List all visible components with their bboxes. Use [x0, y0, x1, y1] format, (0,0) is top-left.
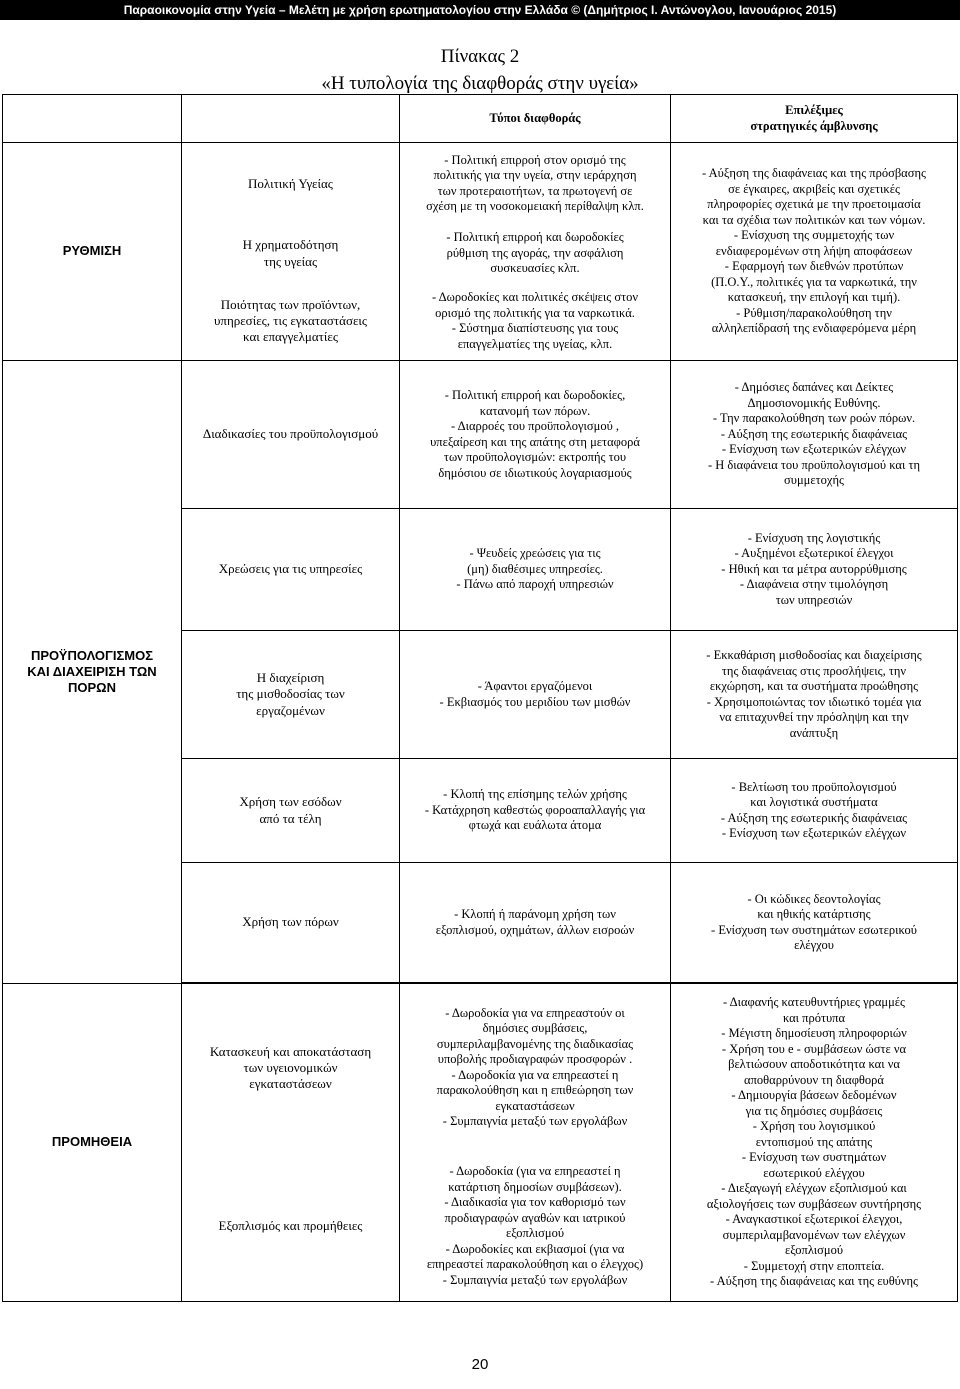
strategies-fee-revenue: - Βελτίωση του προϋπολογισμού και λογιστικά συστήματα - Αύξηση της εσωτερικής διαφάνειας - Ενίσχυση των εξωτερικών ελέγχων: [671, 759, 958, 863]
strategies-payroll: - Εκκαθάριση μισθοδοσίας και διαχείρισης της διαφάνειας στις προσλήψεις, την εκχώρηση, και τα συστήματα προώθησης - Χρησιμοποιώντας τον ιδιωτικό τομέα για να επιταχυνθεί την πρόσληψη και την ανάπτυξη: [671, 631, 958, 759]
strategies-service-charges: - Ενίσχυση της λογιστικής - Αυξημένοι εξωτερικοί έλεγχοι - Ηθική και τα μέτρα αυτορρύθμισης - Διαφάνεια στην τιμολόγηση των υπηρεσιών: [671, 509, 958, 631]
types-fee-revenue: - Κλοπή της επίσημης τελών χρήσης - Κατάχρηση καθεστώς φοροαπαλλαγής για φτωχά και ευάλωτα άτομα: [400, 759, 671, 863]
types-resource-use: - Κλοπή ή παράνομη χρήση των εξοπλισμού, οχημάτων, άλλων εισροών: [400, 863, 671, 983]
header-section: [3, 95, 182, 143]
section-procurement: ΠΡΟΜΗΘΕΙΑ: [3, 984, 182, 1302]
table-number: Πίνακας 2: [440, 46, 520, 67]
strategies-resource-use: - Οι κώδικες δεοντολογίας και ηθικής κατάρτισης - Ενίσχυση των συστημάτων εσωτερικού ελέγχου: [671, 863, 958, 983]
area-equipment: Εξοπλισμός και προμήθειες: [182, 1152, 400, 1302]
strategies-procurement: - Διαφανής κατευθυντήριες γραμμές και πρότυπα - Μέγιστη δημοσίευση πληροφοριών - Χρήση του e - συμβάσεων ώστε να βελτιώσουν αποδοτικότητα και να αποθαρρύνουν τη διαφθορά - Δημιουργία βάσεων δεδομένων για τις δημόσιες συμβάσεις - Χρήση του λογισμικού εντοπισμού της απάτης - Ενίσχυση των συστημάτων εσωτερικού ελέγχου - Διεξαγωγή ελέγχων εξοπλισμού και αξιολογήσεις των συμβάσεων συντήρησης - Αναγκαστικοί εξωτερικοί έλεγχοι, συμπεριλαμβανομένων των ελέγχων εξοπλισμού - Συμμετοχή στην εποπτεία. - Αύξηση της διαφάνειας και της ευθύνης: [671, 984, 958, 1302]
types-health-policy: - Πολιτική επιρροή στον ορισμό της πολιτικής για την υγεία, στην ιεράρχηση των προτεραιοτήτων, τα πρωτογενή σε σχέση με τη νοσοκομειακή περίθαλψη κλπ.: [400, 143, 671, 225]
table-row: [3, 984, 958, 1152]
area-payroll: Η διαχείριση της μισθοδοσίας των εργαζομένων: [182, 631, 400, 759]
area-service-charges: Χρεώσεις για τις υπηρεσίες: [182, 509, 400, 631]
section-budget: ΠΡΟΫΠΟΛΟΓΙΣΜΟΣ ΚΑΙ ΔΙΑΧΕΙΡΙΣΗ ΤΩΝ ΠΟΡΩΝ: [3, 361, 182, 984]
types-quality: - Δωροδοκίες και πολιτικές σκέψεις στον ορισμό της πολιτικής για τα ναρκωτικά. - Σύστημα διαπίστευσης για τους επαγγελματίες της υγείας, κλπ.: [400, 283, 671, 361]
table-title: «Η τυπολογία της διαφθοράς στην υγεία»: [321, 73, 639, 94]
page-number: 20: [471, 1356, 489, 1373]
header-row: [3, 95, 958, 143]
types-budget-procedures: - Πολιτική επιρροή και δωροδοκίες, κατανομή των πόρων. - Διαρροές του προϋπολογισμού , υπεξαίρεση και της απάτης στη μεταφορά των προϋπολογισμών: εκτροπής του δημόσιου σε ιδιωτικούς λογαριασμούς: [400, 361, 671, 509]
section-regulation: ΡΥΘΜΙΣΗ: [3, 143, 182, 361]
area-fee-revenue: Χρήση των εσόδων από τα τέλη: [182, 759, 400, 863]
area-health-financing: Η χρηματοδότηση της υγείας: [182, 225, 400, 283]
area-resource-use: Χρήση των πόρων: [182, 863, 400, 983]
running-header: Παραοικονομία στην Υγεία – Μελέτη με χρήση ερωτηματολογίου στην Ελλάδα © (Δημήτριος Ι. Αντώνογλου, Ιανουάριος 2015): [0, 0, 960, 20]
types-payroll: - Άφαντοι εργαζόμενοι - Εκβιασμός του μεριδίου των μισθών: [400, 631, 671, 759]
strategies-regulation: - Αύξηση της διαφάνειας και της πρόσβασης σε έγκαιρες, ακριβείς και σχετικές πληροφορίες σχετικά με την προετοιμασία και τα σχέδια των πολιτικών και των νόμων. - Ενίσχυση της συμμετοχής των ενδιαφερομένων στη λήψη αποφάσεων - Εφαρμογή των διεθνών προτύπων (Π.Ο.Υ., πολιτικές για τα ναρκωτικά, την κατασκευή, την επιλογή και τιμή). - Ρύθμιση/παρακολούθηση την αλληλεπίδρασή της ενδιαφερόμενα μέρη: [671, 143, 958, 361]
header-area: [182, 95, 400, 143]
header-strategies: Επιλέξιμες στρατηγικές άμβλυνσης: [671, 95, 958, 143]
types-health-financing: - Πολιτική επιρροή και δωροδοκίες ρύθμιση της αγοράς, την ασφάλιση συσκευασίες κλπ.: [400, 225, 671, 283]
table-row: [3, 361, 958, 509]
types-service-charges: - Ψευδείς χρεώσεις για τις (μη) διαθέσιμες υπηρεσίες. - Πάνω από παροχή υπηρεσιών: [400, 509, 671, 631]
area-quality: Ποιότητας των προϊόντων, υπηρεσίες, τις εγκαταστάσεις και επαγγελματίες: [182, 283, 400, 361]
header-corruption-types: Τύποι διαφθοράς: [400, 95, 671, 143]
area-health-policy: Πολιτική Υγείας: [182, 143, 400, 225]
types-equipment: - Δωροδοκία (για να επηρεαστεί η κατάρτιση δημοσίων συμβάσεων). - Διαδικασία για τον καθορισμό των προδιαγραφών αγαθών και ιατρικού εξοπλισμού - Δωροδοκίες και εκβιασμοί (για να επηρεαστεί παρακολούθηση και ο έλεγχος) - Συμπαιγνία μεταξύ των εργολάβων: [400, 1152, 671, 1302]
types-construction: - Δωροδοκία για να επηρεαστούν οι δημόσιες συμβάσεις, συμπεριλαμβανομένης της διαδικασίας υποβολής προδιαγραφών προσφορών . - Δωροδοκία για να επηρεαστεί η παρακολούθηση και η επιθεώρηση των εγκαταστάσεων - Συμπαιγνία μεταξύ των εργολάβων: [400, 984, 671, 1152]
strategies-budget-procedures: - Δημόσιες δαπάνες και Δείκτες Δημοσιονομικής Ευθύνης. - Την παρακολούθηση των ροών πόρων. - Αύξηση της εσωτερικής διαφάνειας - Ενίσχυση των εξωτερικών ελέγχων - Η διαφάνεια του προϋπολογισμού και τη συμμετοχής: [671, 361, 958, 509]
corruption-typology-table: [2, 94, 958, 1302]
area-budget-procedures: Διαδικασίες του προϋπολογισμού: [182, 361, 400, 509]
table-row: [3, 143, 958, 225]
area-construction: Κατασκευή και αποκατάσταση των υγειονομικών εγκαταστάσεων: [182, 984, 400, 1152]
